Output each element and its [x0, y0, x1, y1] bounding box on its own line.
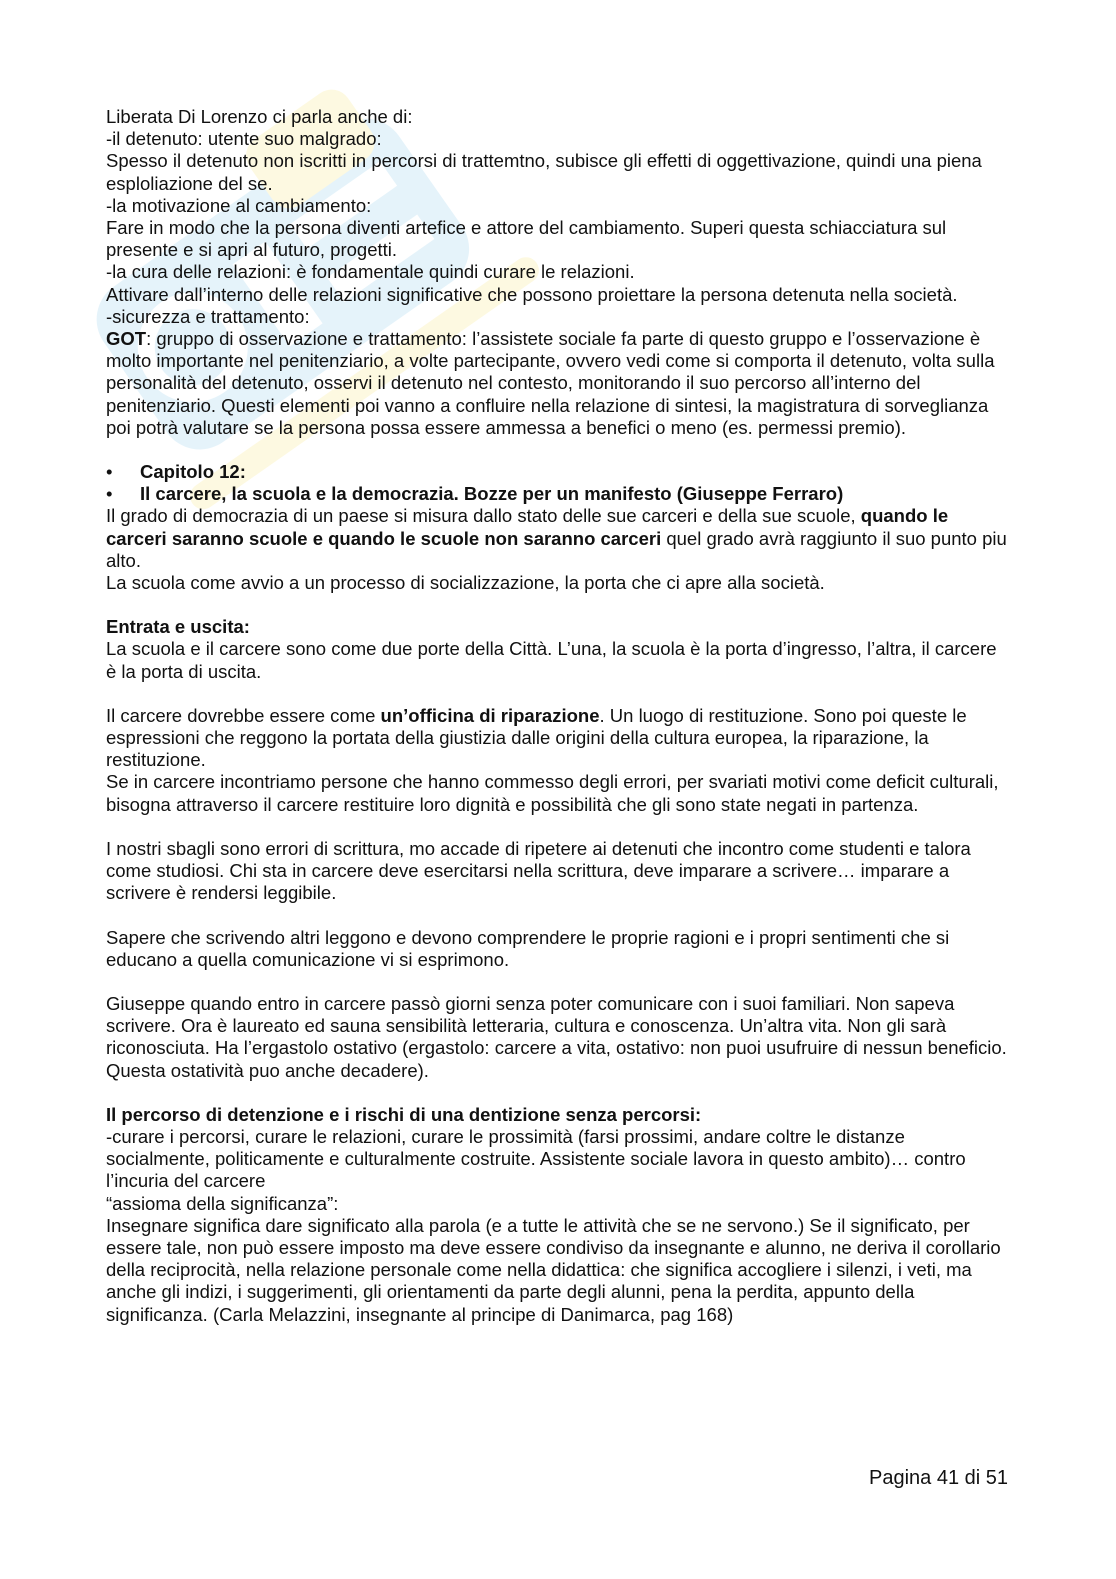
bullet-text: Capitolo 12: — [140, 461, 246, 483]
document-body — [106, 106, 1011, 1326]
paragraph: Giuseppe quando entro in carcere passò giorni senza poter comunicare con i suoi familiari. Non sapeva scrivere. Ora è laureato ed sauna sensibilità letteraria, cultura e conoscenza. Un’altra vita. Non gli sarà riconosciuta. Ha l’ergastolo ostativo (ergastolo: carcere a vita, ostativo: non puoi usufruire di nessun beneficio. Questa ostatività puo anche decadere). — [106, 992, 1007, 1081]
bullet-text: Il carcere, la scuola e la democrazia. Bozze per un manifesto (Giuseppe Ferraro) — [140, 483, 844, 505]
got-label: GOT — [106, 328, 147, 350]
paragraph-got — [106, 328, 1011, 439]
paragraph: Se in carcere incontriamo persone che hanno commesso degli errori, per svariati motivi come deficit culturali, bisogna attraverso il carcere restituire loro dignità e possibilità che gli sono state negati in partenza. — [106, 771, 999, 815]
paragraph: -sicurezza e trattamento: — [106, 305, 310, 327]
bullet-item — [106, 483, 1011, 505]
bullet-icon: • — [106, 461, 113, 483]
bullet-item — [106, 461, 1011, 483]
section-heading: Il percorso di detenzione e i rischi di una dentizione senza percorsi: — [106, 1103, 702, 1125]
paragraph: Insegnare significa dare significato alla parola (e a tutte le attività che se ne servono.) Se il significato, per essere tale, non può essere imposto ma deve essere condiviso da insegnante e alunno, ne deriva il corollario della reciprocità, nella relazione personale come nella didattica: che significa accogliere i silenzi, i veti, ma anche gli indizi, i suggerimenti, gli orientamenti da parte degli alunni, pena la perdita, appunto della significanza. (Carla Melazzini, insegnante al principe di Danimarca, pag 168) — [106, 1214, 1001, 1325]
paragraph: La scuola e il carcere sono come due porte della Città. L’una, la scuola è la porta d’ingresso, l’altra, il carcere è la porta di uscita. — [106, 638, 997, 682]
paragraph: I nostri sbagli sono errori di scrittura, mo accade di ripetere ai detenuti che incontro come studenti e talora come studiosi. Chi sta in carcere deve esercitarsi nella scrittura, deve imparare a scrivere… imparare a scrivere è rendersi leggibile. — [106, 837, 971, 904]
paragraph: Spesso il detenuto non iscritti in percorsi di trattemtno, subisce gli effetti di oggettivazione, quindi una piena esploliazione del se. — [106, 150, 982, 194]
paragraph: -la cura delle relazioni: è fondamentale quindi curare le relazioni. — [106, 261, 635, 283]
paragraph: “assioma della significanza”: — [106, 1192, 339, 1214]
paragraph: -il detenuto: utente suo malgrado: — [106, 128, 382, 150]
section-heading: Entrata e uscita: — [106, 616, 250, 638]
paragraph: Il carcere dovrebbe essere come un’officina di riparazione. Un luogo di restituzione. Sono poi queste le espressioni che reggono la portata della giustizia dalle origini della cultura europea, la riparazione, la restituzione. — [106, 704, 967, 771]
paragraph: -curare i percorsi, curare le relazioni, curare le prossimità (farsi prossimi, andare coltre le distanze socialmente, politicamente e culturalmente costruite. Assistente sociale lavora in questo ambito)… contro l’incuria del carcere — [106, 1125, 966, 1192]
paragraph: -la motivazione al cambiamento: — [106, 194, 372, 216]
page-number: Pagina 41 di 51 — [868, 1467, 1008, 1489]
paragraph: Il grado di democrazia di un paese si misura dallo stato delle sue carceri e della sue scuole, quando le carceri saranno scuole e quando le scuole non saranno carceri quel grado avrà raggiunto il suo punto piu alto. — [106, 505, 1007, 571]
got-text: : gruppo di osservazione e trattamento: l’assistete sociale fa parte di questo gruppo e l’osservazione è molto importante nel penitenziario, a volte partecipante, ovvero vedi come si comporta il detenuto, volta sulla personalità del detenuto, osservi il detenuto nel contesto, monitorando il suo percorso all’interno del penitenziario. Questi elementi poi vanno a confluire nella relazione di sintesi, la magistratura di sorveglianza poi potrà valutare se la persona possa essere ammessa a benefici o meno (es. permessi premio). — [106, 328, 995, 438]
paragraph: Liberata Di Lorenzo ci parla anche di: — [106, 106, 413, 127]
paragraph: Sapere che scrivendo altri leggono e devono comprendere le proprie ragioni e i propri sentimenti che si educano a quella comunicazione vi si esprimono. — [106, 926, 950, 970]
paragraph: Attivare dall’interno delle relazioni significative che possono proiettare la persona detenuta nella società. — [106, 283, 958, 305]
paragraph: Fare in modo che la persona diventi artefice e attore del cambiamento. Superi questa schiacciatura sul presente e si apri al futuro, progetti. — [106, 217, 947, 261]
bullet-icon: • — [106, 483, 113, 505]
paragraph: La scuola come avvio a un processo di socializzazione, la porta che ci apre alla società. — [106, 572, 825, 594]
